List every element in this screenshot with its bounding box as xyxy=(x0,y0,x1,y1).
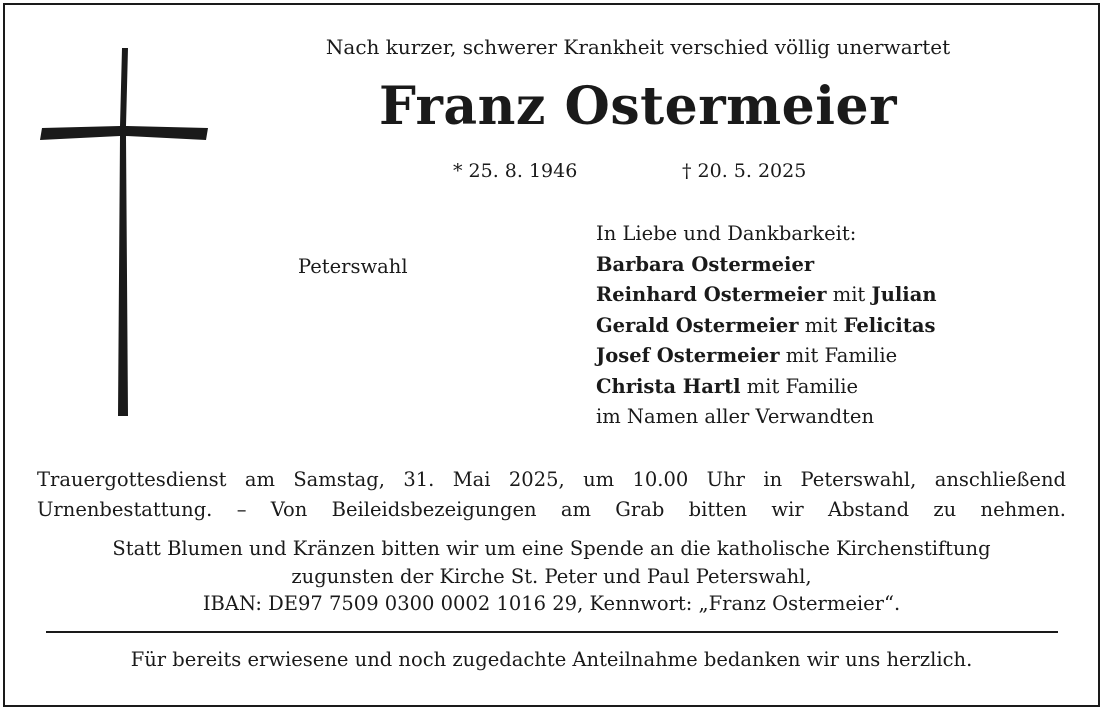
family-member xyxy=(596,250,937,281)
donation-line: IBAN: DE97 7509 0300 0002 1016 29, Kennwort: „Franz Ostermeier“. xyxy=(202,592,901,615)
family-member xyxy=(596,280,937,311)
member-name: Reinhard Ostermeier xyxy=(596,283,827,306)
service-paragraph xyxy=(37,465,1066,525)
member-name: Barbara Ostermeier xyxy=(596,252,815,276)
family-heading: In Liebe und Dankbarkeit: xyxy=(596,222,857,245)
member-name: Josef Ostermeier xyxy=(596,344,780,367)
service-line: Urnenbestattung. – Von Beileidsbezeigungen am Grab bitten wir Abstand zu nehmen. xyxy=(37,498,1066,521)
member-connector: mit Familie xyxy=(779,344,898,367)
divider xyxy=(46,631,1058,633)
member-name: Gerald Ostermeier xyxy=(596,313,799,337)
family-member xyxy=(596,341,937,372)
family-member xyxy=(596,311,937,342)
donation-line: zugunsten der Kirche St. Peter und Paul Peterswahl, xyxy=(291,564,812,588)
family-member xyxy=(596,372,937,403)
member-name: Christa Hartl xyxy=(596,374,741,398)
cross-icon xyxy=(40,44,208,420)
donation-paragraph xyxy=(37,535,1066,618)
member-connector: mit Familie xyxy=(740,374,859,398)
birth-date: * 25. 8. 1946 xyxy=(453,160,578,182)
death-date: † 20. 5. 2025 xyxy=(682,160,807,182)
thanks-text: Für bereits erwiesene und noch zugedachte Anteilnahme bedanken wir uns herzlich. xyxy=(130,648,973,671)
donation-line: Statt Blumen und Kränzen bitten wir um eine Spende an die katholische Kirchenstiftung xyxy=(112,537,991,560)
family-list xyxy=(596,219,937,433)
family-closing: im Namen aller Verwandten xyxy=(596,405,875,428)
member-partner: Julian xyxy=(871,283,937,306)
intro-text: Nach kurzer, schwerer Krankheit verschied völlig unerwartet xyxy=(325,35,951,59)
member-connector: mit xyxy=(798,313,844,337)
member-connector: mit xyxy=(826,283,872,306)
place-name: Peterswahl xyxy=(298,255,408,278)
member-partner: Felicitas xyxy=(843,313,936,337)
service-line: Trauergottesdienst am Samstag, 31. Mai 2025, um 10.00 Uhr in Peterswahl, anschließend xyxy=(37,468,1066,491)
deceased-name: Franz Ostermeier xyxy=(379,76,897,137)
